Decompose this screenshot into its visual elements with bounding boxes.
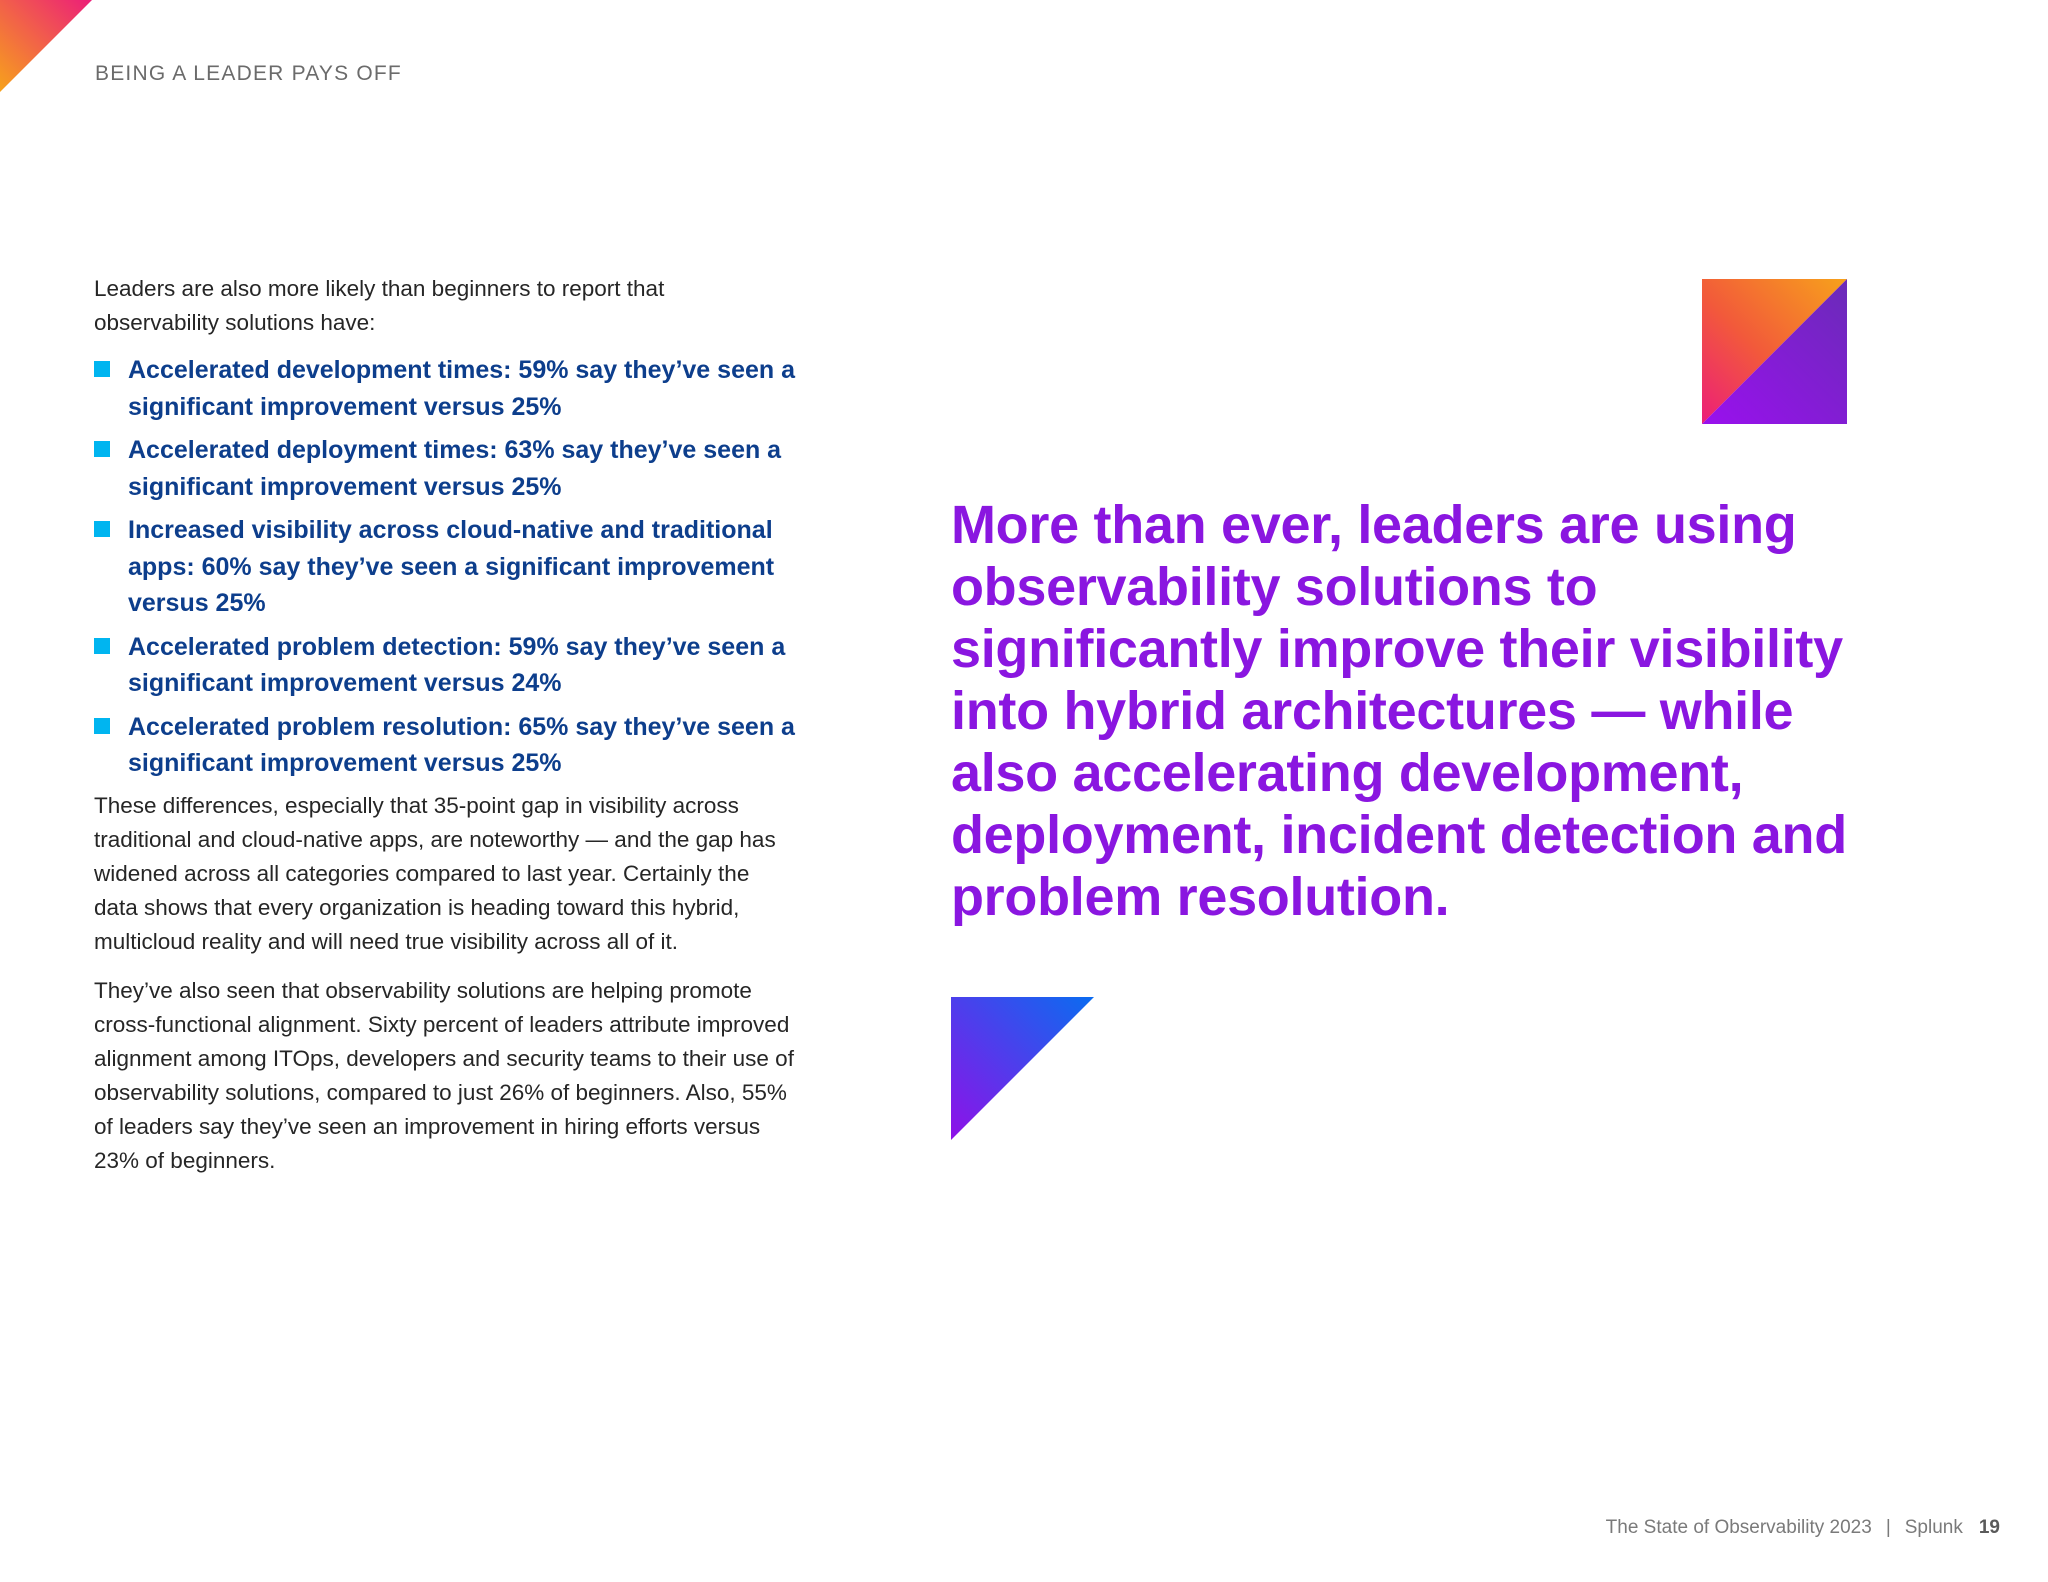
- list-item: [94, 709, 818, 782]
- list-item-text: Increased visibility across cloud-native and traditional apps: 60% say they’ve seen a significant improvement versus 25%: [128, 516, 775, 617]
- page-number: 19: [1978, 1517, 2000, 1538]
- body-paragraph-1: These differences, especially that 35-point gap in visibility across traditional and cloud-native apps, are noteworthy — and the gap has widened across all categories compared to last year. Certainly the data shows that every organization is heading toward this hybrid, multicloud reality and will need true visibility across all of it.: [94, 792, 776, 954]
- footer-report-title: The State of Observability 2023: [1605, 1517, 1872, 1538]
- square-bullet-icon: [94, 638, 110, 654]
- gradient-square-graphic: [1702, 279, 1847, 424]
- body-paragraph-2: They’ve also seen that observability solutions are helping promote cross-functional alignment. Sixty percent of leaders attribute improved alignment among ITOps, developers and security teams to their use of observability solutions, compared to just 26% of beginners. Also, 55% of leaders say they’ve seen an improvement in hiring efforts versus 23% of beginners.: [94, 977, 794, 1173]
- list-item: [94, 432, 818, 505]
- footer-brand: Splunk: [1904, 1517, 1963, 1538]
- list-item-text: Accelerated development times: 59% say they’ve seen a significant improvement versus 25%: [128, 356, 795, 421]
- section-label: BEING A LEADER PAYS OFF: [95, 62, 402, 85]
- gradient-triangle-graphic: [951, 997, 1094, 1140]
- square-bullet-icon: [94, 361, 110, 377]
- page-footer: [1606, 1515, 2000, 1541]
- list-item: [94, 512, 818, 622]
- square-bullet-icon: [94, 718, 110, 734]
- square-bullet-icon: [94, 521, 110, 537]
- square-bullet-icon: [94, 441, 110, 457]
- intro-text: Leaders are also more likely than beginners to report that observability solutions have:: [94, 276, 665, 335]
- body-column: [94, 272, 809, 1178]
- list-item-text: Accelerated problem resolution: 65% say they’ve seen a significant improvement versus 25%: [128, 712, 795, 777]
- corner-gradient-triangle: [0, 0, 92, 92]
- list-item-text: Accelerated deployment times: 63% say they’ve seen a significant improvement versus 25%: [128, 436, 782, 501]
- footer-separator: |: [1885, 1517, 1891, 1538]
- list-item: [94, 352, 818, 425]
- benefit-list: [94, 352, 809, 782]
- list-item: [94, 629, 818, 702]
- list-item-text: Accelerated problem detection: 59% say they’ve seen a significant improvement versus 24%: [128, 632, 786, 697]
- pull-quote: More than ever, leaders are using observability solutions to significantly improve their visibility into hybrid architectures — while also accelerating development, deployment, incident detection and problem resolution.: [951, 495, 1847, 927]
